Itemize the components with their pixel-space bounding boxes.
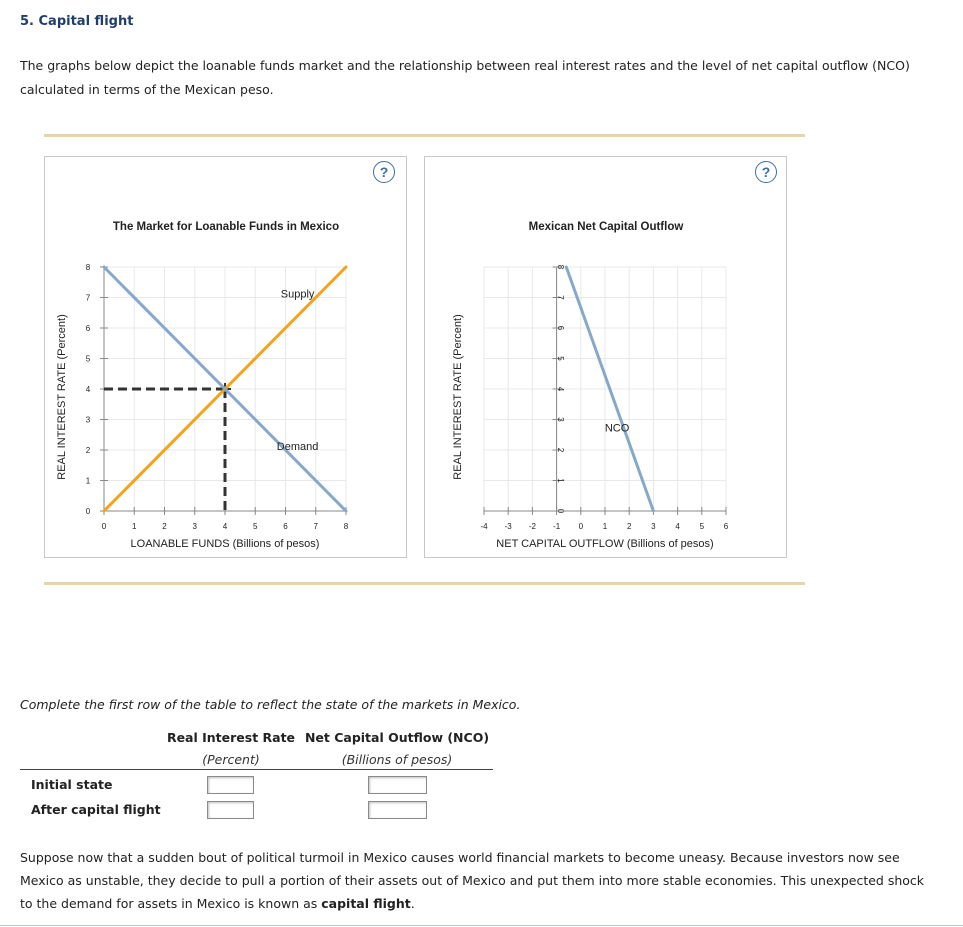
c1-xtick-label: 2 bbox=[162, 522, 167, 531]
chart2-title: Mexican Net Capital Outflow bbox=[528, 221, 684, 233]
c2-ytick-label: 4 bbox=[556, 386, 565, 392]
c1-xtick-label: 7 bbox=[313, 522, 318, 531]
table-instruction: Complete the first row of the table to reflect the state of the markets in Mexico. bbox=[20, 697, 521, 712]
row-label-after: After capital flight bbox=[31, 802, 161, 817]
bottom-divider bbox=[44, 582, 805, 585]
c2-ytick-label: 8 bbox=[556, 264, 565, 270]
c2-xtick-label: -1 bbox=[553, 522, 561, 531]
c2-xtick-label: 1 bbox=[602, 522, 608, 531]
c2-xtick-label: -4 bbox=[480, 522, 488, 531]
col-header-nco: Net Capital Outflow (NCO) bbox=[304, 730, 490, 745]
col-sub-rate: (Percent) bbox=[202, 752, 260, 767]
c2-ytick-label: 5 bbox=[556, 356, 565, 361]
table-header-rule bbox=[20, 769, 493, 770]
chart2-xlabel: NET CAPITAL OUTFLOW (Billions of pesos) bbox=[496, 538, 714, 550]
intro-text: The graphs below depict the loanable funds market and the relationship between real interest rates and the level of net capital outflow (NCO) calculated in terms of the Mexican peso. bbox=[20, 58, 910, 97]
after-nco-input[interactable] bbox=[368, 801, 427, 819]
c1-ytick-label: 8 bbox=[85, 263, 91, 272]
c1-xtick-label: 0 bbox=[101, 522, 107, 531]
c1-xtick-label: 5 bbox=[253, 522, 258, 531]
after-rate-input[interactable] bbox=[207, 801, 254, 819]
help-icon-nco[interactable]: ? bbox=[755, 161, 777, 183]
c1-xtick-label: 3 bbox=[192, 522, 197, 531]
page-bottom-rule bbox=[0, 925, 963, 926]
c1-ytick-label: 5 bbox=[85, 354, 91, 364]
help-icon-loanable-funds[interactable]: ? bbox=[373, 161, 395, 183]
col-sub-nco: (Billions of pesos) bbox=[341, 752, 453, 767]
chart1-title: The Market for Loanable Funds in Mexico bbox=[112, 221, 340, 233]
c1-ytick-label: 4 bbox=[85, 385, 91, 394]
c1-ytick-label: 2 bbox=[85, 446, 91, 455]
c2-xtick-label: 6 bbox=[723, 522, 729, 531]
c2-ytick-label: 6 bbox=[556, 325, 565, 331]
c2-label-nco: NCO bbox=[604, 422, 630, 435]
c1-xtick-label: 1 bbox=[132, 522, 137, 531]
c2-xtick-label: 3 bbox=[651, 522, 656, 531]
c1-xtick-label: 8 bbox=[343, 522, 349, 531]
c2-xtick-label: 2 bbox=[626, 522, 632, 531]
c1-label-demand: Demand bbox=[276, 441, 319, 453]
question-title: 5. Capital flight bbox=[20, 14, 134, 29]
initial-nco-input[interactable] bbox=[368, 776, 427, 794]
c2-xtick-label: -2 bbox=[528, 522, 536, 531]
followup-text bbox=[20, 846, 935, 915]
c2-xtick-label: -3 bbox=[504, 522, 512, 531]
c1-ytick-label: 7 bbox=[85, 293, 91, 303]
c2-ytick-label: 3 bbox=[556, 417, 565, 422]
c2-ytick-label: 1 bbox=[556, 478, 565, 483]
c2-xtick-label: 5 bbox=[699, 522, 705, 531]
chart1-xlabel: LOANABLE FUNDS (Billions of pesos) bbox=[130, 538, 320, 550]
c2-ytick-label: 0 bbox=[556, 508, 565, 514]
followup-term: capital flight bbox=[321, 896, 411, 911]
top-divider bbox=[44, 134, 805, 137]
nco-panel bbox=[424, 156, 787, 558]
c1-ytick-label: 1 bbox=[85, 476, 91, 486]
chart1-ylabel: REAL INTEREST RATE (Percent) bbox=[56, 314, 68, 480]
c1-ytick-label: 3 bbox=[85, 415, 91, 425]
c1-ytick-label: 0 bbox=[85, 507, 91, 516]
c1-ytick-label: 6 bbox=[85, 324, 91, 333]
c2-ytick-label: 7 bbox=[556, 295, 565, 300]
loanable-funds-chart bbox=[45, 157, 406, 557]
c2-xtick-label: 0 bbox=[578, 522, 584, 531]
chart2-ylabel: REAL INTEREST RATE (Percent) bbox=[452, 314, 464, 480]
initial-rate-input[interactable] bbox=[207, 776, 254, 794]
row-label-initial: Initial state bbox=[31, 777, 113, 792]
col-header-rate: Real Interest Rate bbox=[166, 730, 296, 745]
c2-xtick-label: 4 bbox=[675, 522, 680, 531]
loanable-funds-panel bbox=[44, 156, 407, 558]
c2-ytick-label: 2 bbox=[556, 447, 565, 453]
followup-body: Suppose now that a sudden bout of political turmoil in Mexico causes world financial markets to become uneasy. Because investors now see Mexico as unstable, they decide to pull a portion of their assets out of Mexico and put them into more stable economies. This unexpected shock to the demand for assets in Mexico is known as bbox=[20, 850, 925, 911]
followup-end: . bbox=[410, 896, 415, 911]
c1-xtick-label: 4 bbox=[222, 522, 228, 531]
c1-label-supply: Supply bbox=[280, 288, 315, 301]
nco-chart bbox=[425, 157, 786, 557]
c1-xtick-label: 6 bbox=[283, 522, 288, 531]
